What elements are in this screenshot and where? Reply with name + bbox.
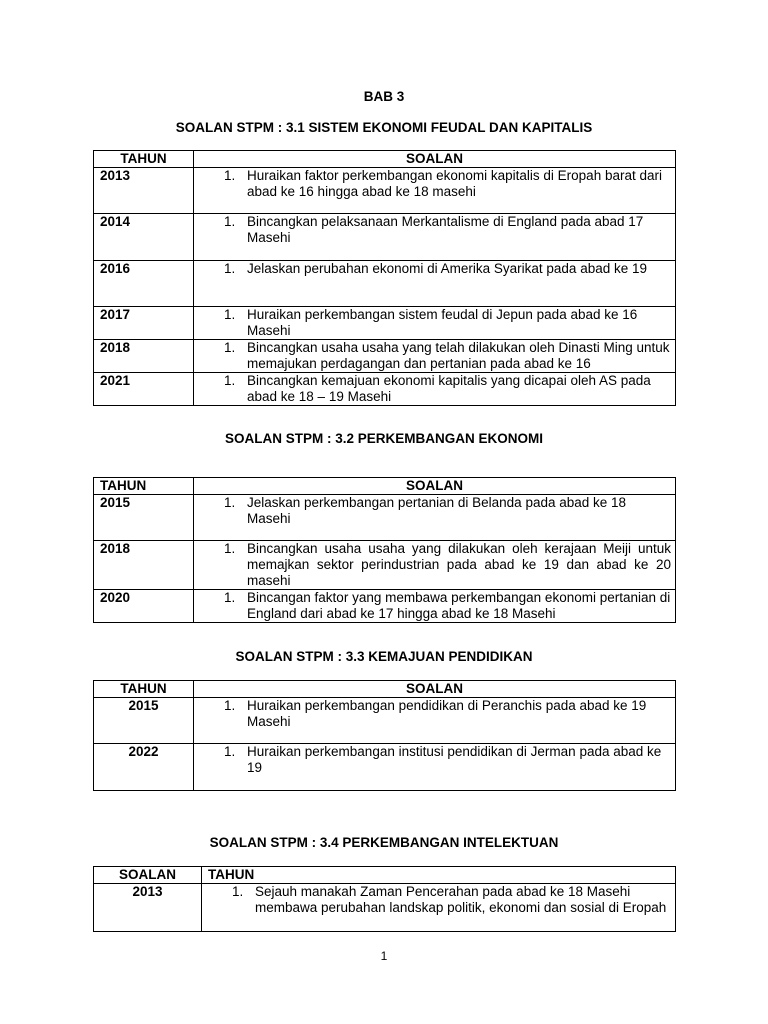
question-text: Bincangkan usaha usaha yang telah dilakukan oleh Dinasti Ming untuk memajukan perdagangan dan pertanian pada abad ke 16 (247, 340, 670, 371)
table-row (94, 307, 676, 340)
question-number: 1. (224, 261, 236, 276)
year-cell: 2016 (94, 261, 194, 307)
section-title: SOALAN STPM : 3.3 KEMAJUAN PENDIDIKAN (235, 649, 533, 664)
question-text: Bincangkan usaha usaha yang dilakukan oleh kerajaan Meiji untuk memajkan sektor perindustrian pada abad ke 19 dan abad ke 20 masehi (247, 541, 671, 588)
question-text: Bincangkan kemajuan ekonomi kapitalis yang dicapai oleh AS pada abad ke 18 – 19 Masehi (247, 373, 651, 404)
section-title: SOALAN STPM : 3.1 SISTEM EKONOMI FEUDAL DAN KAPITALIS (175, 120, 593, 135)
column-header-year: TAHUN (94, 478, 194, 495)
year-cell: 2018 (94, 340, 194, 373)
year-cell: 2020 (94, 590, 194, 623)
column-header-question: SOALAN (194, 681, 676, 698)
question-number: 1. (232, 884, 244, 899)
question-cell (194, 744, 676, 791)
question-number: 1. (224, 214, 236, 229)
table-row (94, 541, 676, 590)
question-number: 1. (224, 495, 236, 510)
question-cell (194, 168, 676, 214)
column-header-year: TAHUN (94, 681, 194, 698)
table-row (94, 590, 676, 623)
table-row (94, 744, 676, 791)
page-number: 1 (380, 949, 388, 963)
question-text: Huraikan faktor perkembangan ekonomi kapitalis di Eropah barat dari abad ke 16 hingga abad ke 18 masehi (247, 168, 662, 199)
question-number: 1. (224, 541, 236, 556)
question-cell (194, 214, 676, 261)
questions-table (93, 866, 676, 932)
table-row (94, 340, 676, 373)
table-row (94, 168, 676, 214)
question-cell (194, 541, 676, 590)
year-cell: 2017 (94, 307, 194, 340)
question-cell (202, 884, 676, 932)
questions-table (93, 150, 676, 406)
question-number: 1. (224, 744, 236, 759)
question-cell (194, 373, 676, 406)
question-text: Huraikan perkembangan sistem feudal di Jepun pada abad ke 16 Masehi (247, 307, 638, 338)
year-cell: 2013 (94, 168, 194, 214)
year-cell: 2014 (94, 214, 194, 261)
question-number: 1. (224, 373, 236, 388)
chapter-title: BAB 3 (363, 89, 405, 104)
table-row (94, 495, 676, 541)
question-cell (194, 495, 676, 541)
year-cell: 2015 (94, 495, 194, 541)
question-number: 1. (224, 340, 236, 355)
question-text: Bincangkan pelaksanaan Merkantalisme di England pada abad 17 Masehi (247, 214, 644, 245)
question-number: 1. (224, 698, 236, 713)
column-header-question: SOALAN (94, 867, 202, 884)
column-header-year: TAHUN (94, 151, 194, 168)
table-row (94, 373, 676, 406)
year-cell: 2022 (94, 744, 194, 791)
question-cell (194, 340, 676, 373)
table-header-row (94, 151, 676, 168)
year-cell: 2015 (94, 698, 194, 744)
question-text: Jelaskan perubahan ekonomi di Amerika Syarikat pada abad ke 19 (247, 261, 648, 276)
question-text: Huraikan perkembangan institusi pendidikan di Jerman pada abad ke 19 (247, 744, 662, 775)
table-row (94, 214, 676, 261)
question-number: 1. (224, 168, 236, 183)
section-title: SOALAN STPM : 3.2 PERKEMBANGAN EKONOMI (224, 431, 544, 446)
table-row (94, 884, 676, 932)
questions-table (93, 477, 676, 623)
question-cell (194, 307, 676, 340)
year-cell: 2018 (94, 541, 194, 590)
year-cell: 2021 (94, 373, 194, 406)
question-number: 1. (224, 590, 236, 605)
column-header-question: SOALAN (194, 151, 676, 168)
table-header-row (94, 681, 676, 698)
question-text: Bincangan faktor yang membawa perkembangan ekonomi pertanian di England dari abad ke 17 hingga abad ke 18 Masehi (247, 590, 671, 621)
question-cell (194, 590, 676, 623)
column-header-year: TAHUN (202, 867, 676, 884)
question-text: Huraikan perkembangan pendidikan di Peranchis pada abad ke 19 Masehi (247, 698, 647, 729)
question-cell (194, 261, 676, 307)
year-cell: 2013 (94, 884, 202, 932)
table-header-row (94, 867, 676, 884)
question-text: Jelaskan perkembangan pertanian di Belanda pada abad ke 18 Masehi (247, 495, 627, 526)
column-header-question: SOALAN (194, 478, 676, 495)
table-header-row (94, 478, 676, 495)
question-text: Sejauh manakah Zaman Pencerahan pada abad ke 18 Masehi membawa perubahan landskap politik, ekonomi dan sosial di Eropah (255, 884, 667, 915)
section-title: SOALAN STPM : 3.4 PERKEMBANGAN INTELEKTUAN (209, 835, 559, 850)
table-row (94, 698, 676, 744)
question-cell (194, 698, 676, 744)
table-row (94, 261, 676, 307)
question-number: 1. (224, 307, 236, 322)
questions-table (93, 680, 676, 791)
